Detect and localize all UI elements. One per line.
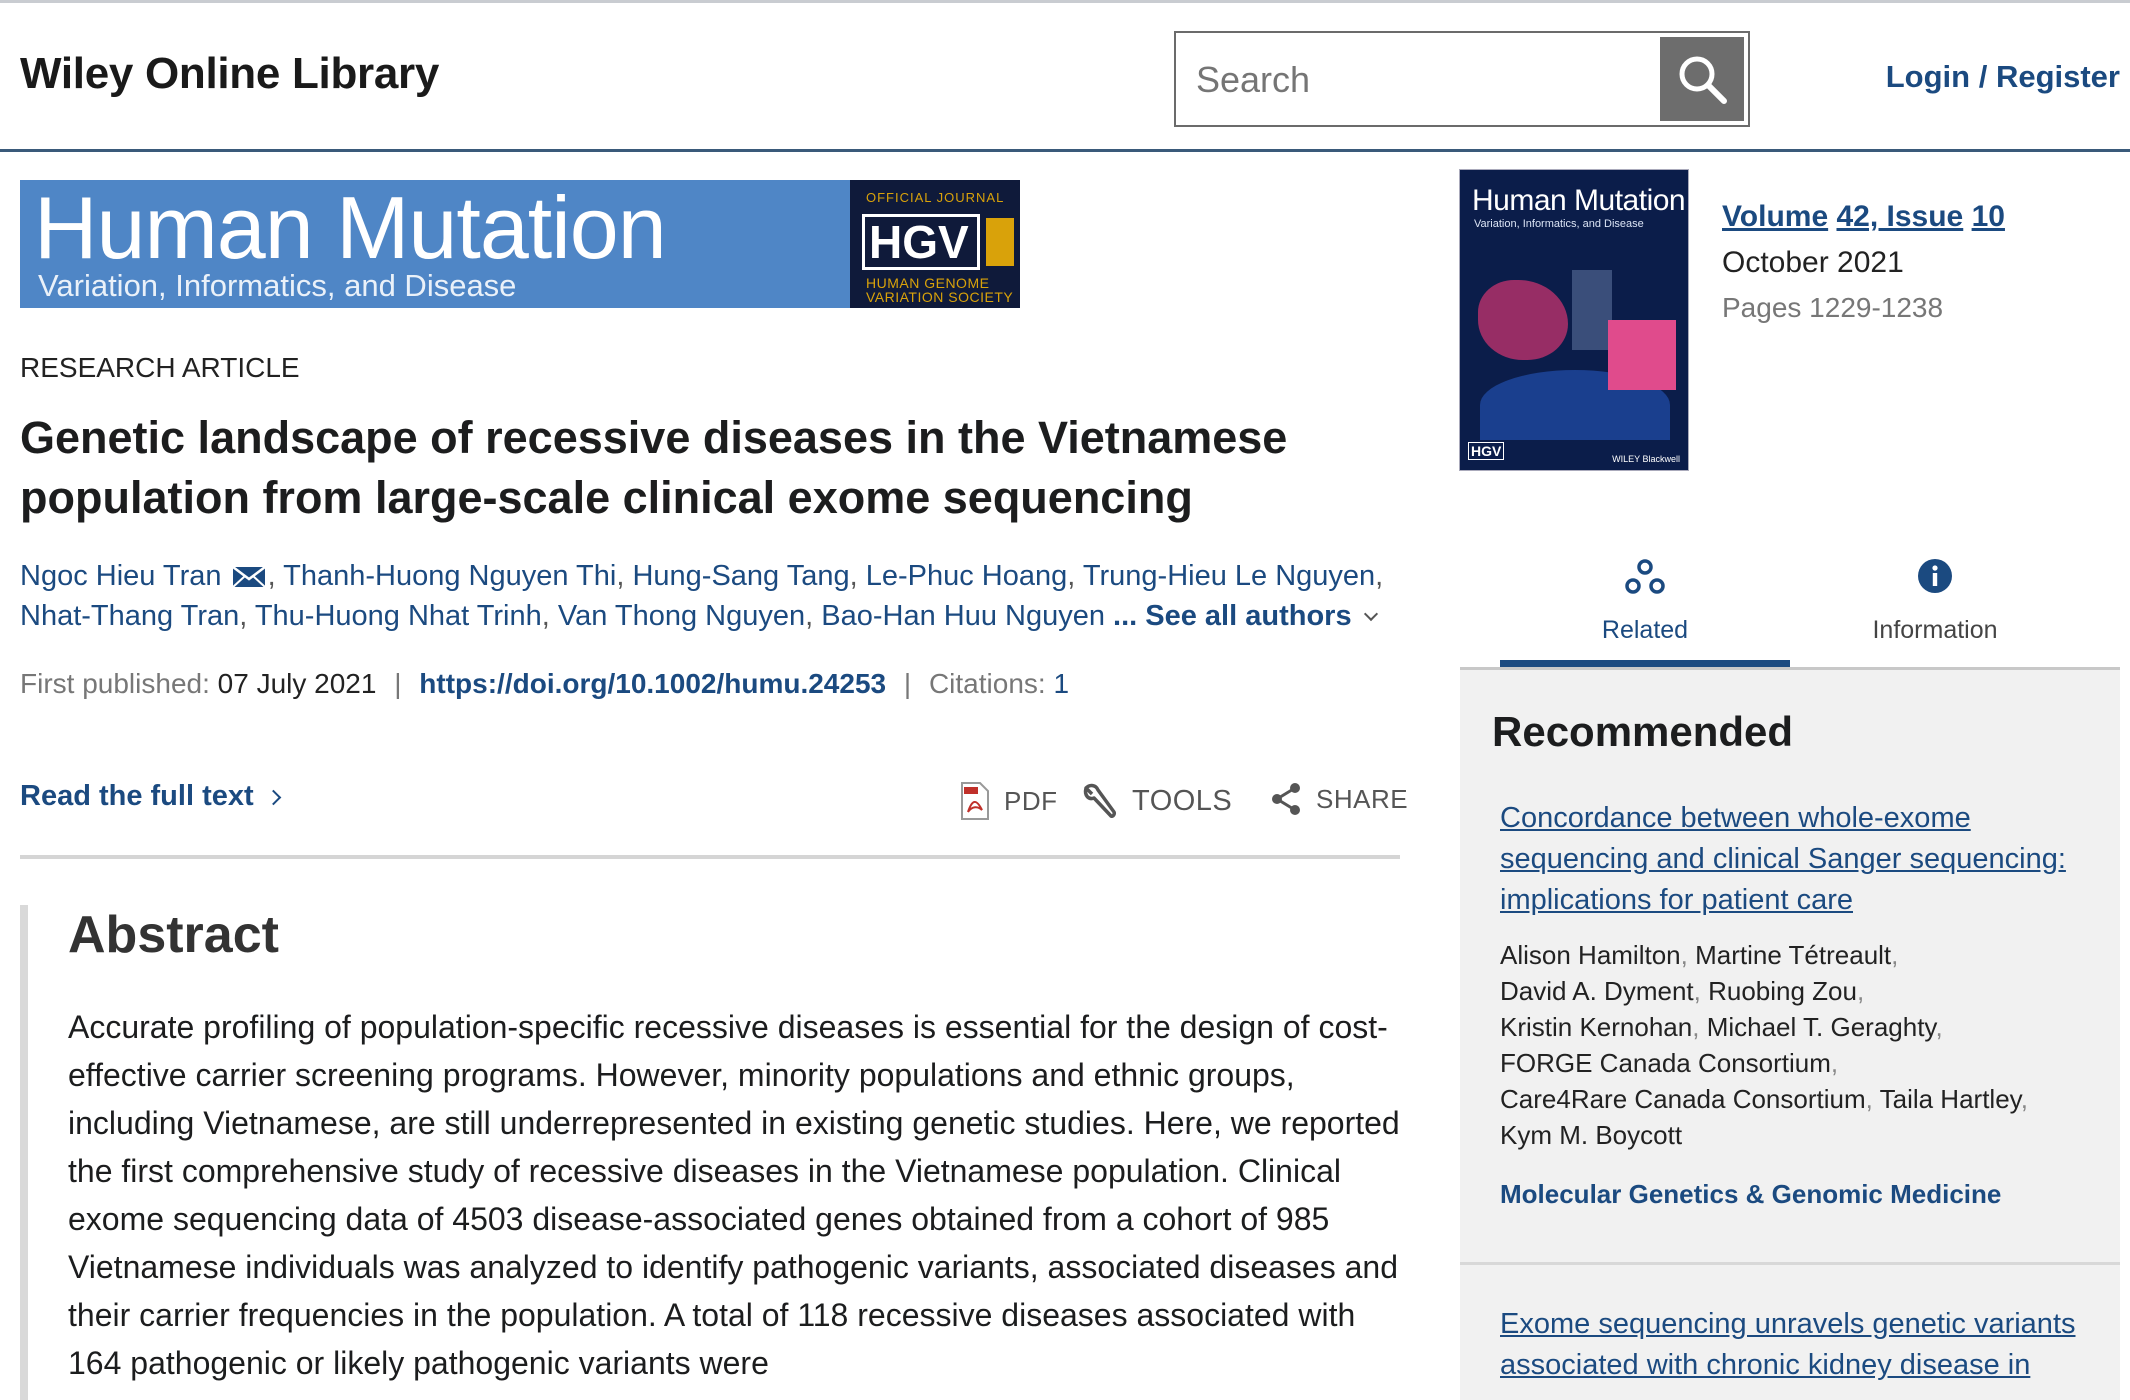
journal-cover-image[interactable]: [1460, 170, 1688, 470]
read-full-text-link[interactable]: [20, 780, 279, 813]
volume-issue-link[interactable]: 42, Issue: [1836, 200, 1964, 233]
recommended-author: Martine Tétreault: [1695, 940, 1892, 970]
cover-protein-art: [1608, 320, 1676, 390]
author-link[interactable]: Le-Phuc Hoang: [865, 560, 1068, 592]
pdf-button[interactable]: [960, 782, 1058, 820]
recommended-item: [1500, 798, 2090, 1210]
cover-hgv-logo: HGV: [1468, 442, 1504, 460]
doi-link[interactable]: https://doi.org/10.1002/humu.24253: [419, 668, 887, 699]
meta-separator: |: [903, 668, 912, 699]
recommended-authors: Alison Hamilton, Martine Tétreault, David A. Dyment, Ruobing Zou, Kristin Kernohan, Michael T. Geraghty, FORGE Canada Consortium, Care4Rare Canada Consortium, Taila Hartley, Kym M. Boycott: [1500, 940, 2028, 1150]
share-label: SHARE: [1316, 783, 1409, 814]
publication-meta: [20, 668, 1069, 700]
info-icon: [1915, 556, 1955, 596]
search-icon: [1674, 51, 1730, 107]
search-box: [1174, 31, 1750, 127]
issue-pages: Pages 1229-1238: [1722, 292, 1944, 323]
issue-line: [1722, 200, 2005, 234]
wrench-icon: [1080, 782, 1118, 820]
share-icon: [1270, 782, 1302, 816]
cover-publisher: WILEY Blackwell: [1612, 454, 1680, 464]
hgv-society-label: [866, 276, 1013, 304]
hgv-logo: [850, 180, 1020, 308]
tab-related-label: Related: [1601, 616, 1689, 644]
site-header: [0, 0, 2130, 152]
pdf-label: PDF: [1004, 785, 1058, 816]
volume-link[interactable]: Volume: [1722, 200, 1829, 233]
recommended-panel: [1460, 670, 2120, 1400]
author-link[interactable]: Thu-Huong Nhat Trinh: [254, 600, 542, 632]
related-icon: [1623, 556, 1667, 600]
author-link[interactable]: Trung-Hieu Le Nguyen: [1082, 560, 1376, 592]
see-all-authors-button[interactable]: ... See all authors: [1113, 600, 1352, 632]
recommended-author: Taila Hartley: [1879, 1084, 2021, 1114]
tools-button[interactable]: [1080, 782, 1232, 820]
citations-count-link[interactable]: 1: [1053, 668, 1070, 699]
article-title: Genetic landscape of recessive diseases in the Vietnamese population from large-scale clinical exome sequencing: [20, 412, 1288, 523]
share-button[interactable]: [1270, 782, 1408, 816]
chevron-right-icon: [265, 790, 281, 806]
email-icon[interactable]: [232, 565, 266, 589]
first-published-label: First published:: [20, 668, 210, 699]
issue-date: October 2021: [1722, 246, 1904, 279]
first-published-date: 07 July 2021: [217, 668, 377, 699]
cover-title: Human Mutation: [1472, 184, 1686, 217]
read-full-text-label: Read the full text: [20, 780, 254, 812]
recommended-author: David A. Dyment: [1500, 976, 1694, 1006]
recommended-author: Michael T. Geraghty: [1706, 1012, 1936, 1042]
author-link[interactable]: Hung-Sang Tang: [632, 560, 850, 592]
author-link[interactable]: Ngoc Hieu Tran: [20, 560, 222, 592]
recommended-author: Ruobing Zou: [1708, 976, 1857, 1006]
recommended-journal-link[interactable]: Molecular Genetics & Genomic Medicine: [1500, 1179, 2002, 1209]
recommended-author: Care4Rare Canada Consortium: [1500, 1084, 1866, 1114]
tab-related[interactable]: [1500, 550, 1790, 666]
recommended-item: [1500, 1304, 2090, 1386]
recommended-article-link[interactable]: Concordance between whole-exome sequencing and clinical Sanger sequencing: implications for patient care: [1500, 802, 2066, 916]
active-tab-indicator: [1500, 660, 1790, 667]
author-list: Ngoc Hieu Tran , Thanh-Huong Nguyen Thi, Hung-Sang Tang, Le-Phuc Hoang, Trung-Hieu Le Nguyen, Nhat-Thang Tran, Thu-Huong Nhat Trinh, Van Thong Nguyen, Bao-Han Huu Nguyen ... See all authors: [20, 560, 1384, 632]
recommended-divider: [1460, 1262, 2120, 1265]
cover-subtitle: Variation, Informatics, and Disease: [1474, 218, 1644, 230]
tools-label: TOOLS: [1132, 784, 1233, 817]
hgv-official-label: OFFICIAL JOURNAL: [866, 190, 1005, 205]
author-link[interactable]: Nhat-Thang Tran: [20, 600, 240, 632]
cover-cell-art: [1478, 280, 1568, 360]
author-link[interactable]: Thanh-Huong Nguyen Thi: [283, 560, 617, 592]
search-input[interactable]: [1196, 51, 1616, 109]
journal-banner[interactable]: [20, 180, 1020, 308]
hgv-s-shape: [986, 218, 1014, 266]
toolbar-divider: [20, 855, 1400, 859]
recommended-author: Alison Hamilton: [1500, 940, 1681, 970]
recommended-article-link[interactable]: Exome sequencing unravels genetic variants associated with chronic kidney disease in: [1500, 1308, 2076, 1381]
citations-label: Citations:: [928, 668, 1046, 699]
recommended-author: FORGE Canada Consortium: [1500, 1048, 1831, 1078]
author-link[interactable]: Bao-Han Huu Nguyen: [821, 600, 1105, 632]
meta-separator: |: [394, 668, 402, 699]
hgv-mark: HGV: [862, 214, 980, 270]
author-link[interactable]: Van Thong Nguyen: [557, 600, 806, 632]
tab-information[interactable]: [1790, 550, 2080, 666]
site-logo[interactable]: Wiley Online Library: [20, 49, 440, 98]
recommended-heading: Recommended: [1492, 708, 1794, 755]
hgv-society-line1: HUMAN GENOME: [866, 275, 990, 291]
journal-title: Human Mutation: [34, 180, 666, 277]
recommended-author: Kym M. Boycott: [1500, 1120, 1683, 1150]
search-button[interactable]: [1660, 37, 1744, 121]
cover-grid-art: [1572, 270, 1612, 350]
login-register-link[interactable]: Login / Register: [1885, 59, 2120, 94]
chevron-down-icon[interactable]: [1364, 607, 1378, 621]
abstract-accent-bar: [20, 905, 28, 1400]
abstract-heading: Abstract: [68, 906, 279, 964]
article-type: RESEARCH ARTICLE: [20, 352, 300, 383]
journal-subtitle: Variation, Informatics, and Disease: [38, 268, 517, 303]
recommended-author: Kristin Kernohan: [1500, 1012, 1693, 1042]
tab-information-label: Information: [1872, 616, 1998, 644]
hgv-society-line2: VARIATION SOCIETY: [866, 289, 1014, 305]
pdf-icon: [960, 782, 990, 820]
abstract-text: Accurate profiling of population-specific recessive diseases is essential for the design of cost-effective carrier screening programs. However, minority populations and ethnic groups, including Vietnamese, are still underrepresented in existing genetic studies. Here, we reported the first comprehensive study of recessive diseases in the Vietnamese population. Clinical exome sequencing data of 4503 disease-associated genes obtained from a cohort of 985 Vietnamese individuals was analyzed to identify pathogenic variants, associated diseases and their carrier frequencies in the population. A total of 118 recessive diseases associated with 164 pathogenic or likely pathogenic variants were: [68, 1009, 1400, 1381]
issue-number-link[interactable]: 10: [1971, 200, 2005, 233]
